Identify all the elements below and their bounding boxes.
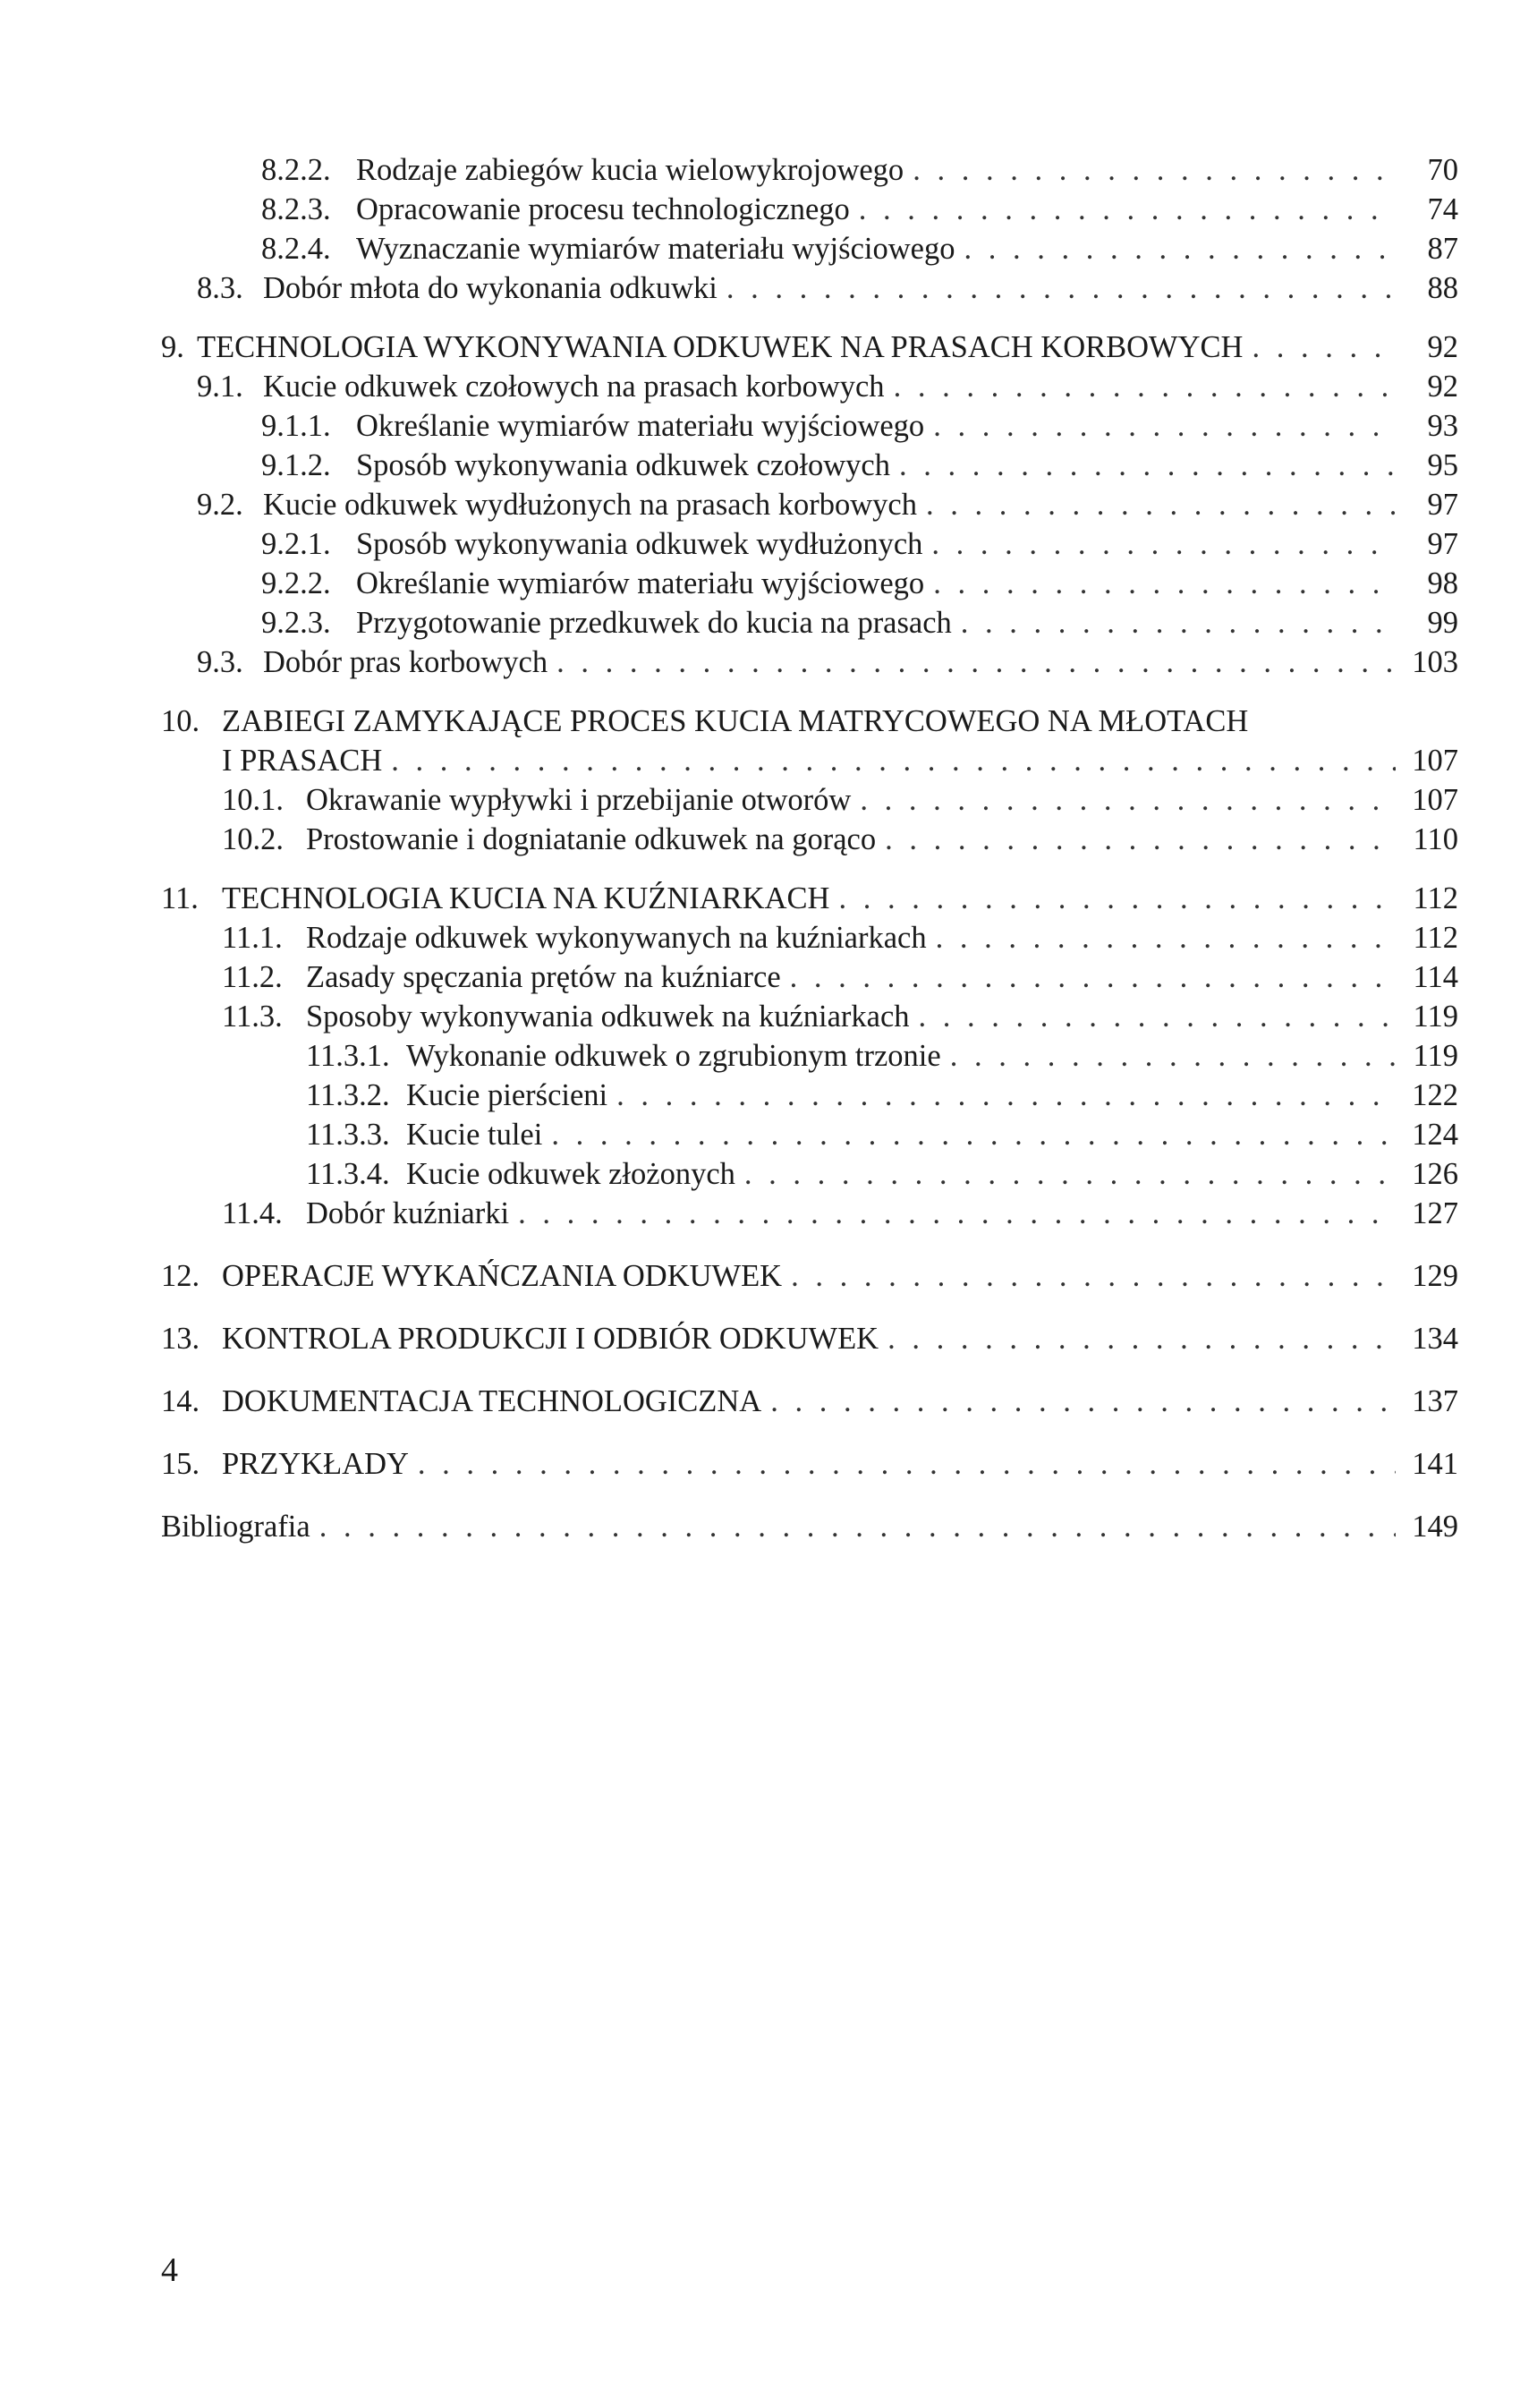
toc-number: 8.2.4. bbox=[261, 232, 331, 266]
toc-entry-11-3-1 bbox=[161, 1036, 1458, 1076]
toc-page: 134 bbox=[1412, 1322, 1458, 1356]
toc-entry-12 bbox=[161, 1256, 1458, 1296]
toc-title: Przygotowanie przedkuwek do kucia na prasach bbox=[356, 606, 952, 640]
toc-number: 9.1.1. bbox=[261, 409, 331, 443]
toc-entry-11-3 bbox=[161, 997, 1458, 1036]
toc-leader bbox=[791, 1256, 1396, 1296]
toc-title: Dobór młota do wykonania odkuwki bbox=[263, 271, 718, 305]
toc-number: 11. bbox=[161, 881, 199, 915]
toc-entry-11-3-3 bbox=[161, 1115, 1458, 1154]
toc-leader bbox=[961, 603, 1396, 642]
toc-number: 9.2.2. bbox=[261, 566, 331, 600]
toc-page: 92 bbox=[1427, 330, 1458, 364]
toc-page: 107 bbox=[1412, 783, 1458, 817]
toc-entry-11 bbox=[161, 879, 1458, 918]
toc-page: 99 bbox=[1427, 606, 1458, 640]
toc-leader bbox=[950, 1036, 1396, 1076]
toc-leader bbox=[913, 150, 1396, 190]
toc-page: 141 bbox=[1412, 1447, 1458, 1481]
toc-title: Sposób wykonywania odkuwek wydłużonych bbox=[356, 527, 923, 561]
toc-leader bbox=[899, 446, 1396, 485]
toc-leader bbox=[887, 1319, 1396, 1358]
toc-title: Rodzaje zabiegów kucia wielowykrojowego bbox=[356, 153, 904, 187]
toc-number: 11.1. bbox=[222, 921, 283, 955]
toc-page: 92 bbox=[1427, 370, 1458, 404]
toc-number: 9.2.3. bbox=[261, 606, 331, 640]
toc-leader bbox=[319, 1507, 1396, 1546]
toc-entry-10-2 bbox=[161, 820, 1458, 859]
toc-title: Kucie odkuwek złożonych bbox=[406, 1157, 735, 1191]
toc-page: 149 bbox=[1412, 1510, 1458, 1544]
toc-number: 9.2.1. bbox=[261, 527, 331, 561]
toc-entry-10-cont bbox=[161, 741, 1458, 780]
toc-leader bbox=[726, 268, 1396, 308]
toc-leader bbox=[931, 524, 1396, 564]
toc-title: PRZYKŁADY bbox=[222, 1447, 409, 1481]
toc-page: 114 bbox=[1413, 960, 1458, 994]
toc-number: 10. bbox=[161, 704, 200, 738]
toc-title-continued: I PRASACH bbox=[222, 744, 383, 778]
toc-page: 110 bbox=[1413, 822, 1458, 856]
toc-page: 119 bbox=[1413, 1039, 1458, 1073]
toc-entry-13 bbox=[161, 1319, 1458, 1358]
toc-page: 107 bbox=[1412, 744, 1458, 778]
toc-leader bbox=[518, 1194, 1396, 1233]
toc-page: 74 bbox=[1427, 192, 1458, 226]
toc-leader bbox=[860, 780, 1396, 820]
toc-page: 124 bbox=[1412, 1118, 1458, 1152]
toc-title: Kucie tulei bbox=[406, 1118, 543, 1152]
toc-leader bbox=[418, 1444, 1396, 1484]
toc-leader bbox=[838, 879, 1396, 918]
toc-entry-bibliography bbox=[161, 1507, 1458, 1546]
toc-number: 11.3.4. bbox=[306, 1157, 390, 1191]
toc-entry-11-2 bbox=[161, 957, 1458, 997]
toc-number: 8.3. bbox=[197, 271, 243, 305]
toc-page: 122 bbox=[1412, 1078, 1458, 1112]
toc-leader bbox=[790, 957, 1396, 997]
toc-title: Prostowanie i dogniatanie odkuwek na gorąco bbox=[306, 822, 877, 856]
toc-title: Rodzaje odkuwek wykonywanych na kuźniarkach bbox=[306, 921, 927, 955]
toc-leader bbox=[391, 741, 1396, 780]
toc-title: Określanie wymiarów materiału wyjściowego bbox=[356, 566, 925, 600]
toc-entry-9-1 bbox=[161, 367, 1458, 406]
toc-number: 11.3.3. bbox=[306, 1118, 390, 1152]
toc-page: 97 bbox=[1427, 488, 1458, 522]
toc-title: Opracowanie procesu technologicznego bbox=[356, 192, 850, 226]
toc-title: KONTROLA PRODUKCJI I ODBIÓR ODKUWEK bbox=[222, 1322, 879, 1356]
toc-title: Dobór kuźniarki bbox=[306, 1196, 510, 1230]
toc-title: TECHNOLOGIA WYKONYWANIA ODKUWEK NA PRASACH KORBOWYCH bbox=[197, 330, 1244, 364]
toc-entry-9-2-2 bbox=[161, 564, 1458, 603]
toc-number: 11.3.1. bbox=[306, 1039, 390, 1073]
toc-number: 9.3. bbox=[197, 645, 243, 679]
toc-page: 126 bbox=[1412, 1157, 1458, 1191]
toc-entry-9-2 bbox=[161, 485, 1458, 524]
toc-leader bbox=[933, 564, 1396, 603]
toc-leader bbox=[616, 1076, 1396, 1115]
toc-leader bbox=[926, 485, 1396, 524]
toc-entry-9-2-1 bbox=[161, 524, 1458, 564]
toc-title: DOKUMENTACJA TECHNOLOGICZNA bbox=[222, 1384, 762, 1418]
toc-number: 15. bbox=[161, 1447, 200, 1481]
toc-title: Wyznaczanie wymiarów materiału wyjściowego bbox=[356, 232, 955, 266]
toc-title: Kucie odkuwek wydłużonych na prasach korbowych bbox=[263, 488, 917, 522]
toc-title: Bibliografia bbox=[161, 1510, 310, 1544]
toc-leader bbox=[770, 1382, 1396, 1421]
toc-leader bbox=[744, 1154, 1396, 1194]
toc-entry-15 bbox=[161, 1444, 1458, 1484]
toc-entry-11-3-2 bbox=[161, 1076, 1458, 1115]
toc-entry-10-1 bbox=[161, 780, 1458, 820]
toc-leader bbox=[556, 642, 1396, 682]
toc-entry-8-2-3 bbox=[161, 190, 1458, 229]
toc-leader bbox=[936, 918, 1396, 957]
toc-page: 70 bbox=[1427, 153, 1458, 187]
toc-title: Kucie pierścieni bbox=[406, 1078, 608, 1112]
toc-page: 127 bbox=[1412, 1196, 1458, 1230]
toc-page: 112 bbox=[1413, 921, 1458, 955]
toc-title: Określanie wymiarów materiału wyjściowego bbox=[356, 409, 925, 443]
toc-number: 13. bbox=[161, 1322, 200, 1356]
toc-page: 137 bbox=[1412, 1384, 1458, 1418]
toc-leader bbox=[964, 229, 1396, 268]
toc-number: 9. bbox=[161, 330, 184, 364]
toc-entry-11-3-4 bbox=[161, 1154, 1458, 1194]
toc-page: 95 bbox=[1427, 448, 1458, 482]
toc-title: Kucie odkuwek czołowych na prasach korbowych bbox=[263, 370, 885, 404]
toc-number: 9.2. bbox=[197, 488, 243, 522]
toc-entry-11-1 bbox=[161, 918, 1458, 957]
toc-number: 8.2.2. bbox=[261, 153, 331, 187]
toc-leader bbox=[1252, 328, 1396, 367]
toc-entry-9-1-2 bbox=[161, 446, 1458, 485]
page-number: 4 bbox=[161, 2251, 178, 2289]
toc-number: 11.2. bbox=[222, 960, 283, 994]
toc-entry-8-3 bbox=[161, 268, 1458, 308]
toc-title: Sposoby wykonywania odkuwek na kuźniarkach bbox=[306, 1000, 910, 1034]
toc-title: Dobór pras korbowych bbox=[263, 645, 548, 679]
toc-entry-8-2-2 bbox=[161, 150, 1458, 190]
toc-title: OPERACJE WYKAŃCZANIA ODKUWEK bbox=[222, 1259, 783, 1293]
toc-title: Wykonanie odkuwek o zgrubionym trzonie bbox=[406, 1039, 941, 1073]
toc-title: Zasady spęczania prętów na kuźniarce bbox=[306, 960, 781, 994]
toc-title: Okrawanie wypływki i przebijanie otworów bbox=[306, 783, 852, 817]
toc-leader bbox=[551, 1115, 1396, 1154]
toc-leader bbox=[885, 820, 1396, 859]
toc-page: 112 bbox=[1413, 881, 1458, 915]
toc-entry-9-3 bbox=[161, 642, 1458, 682]
toc-entry-9-1-1 bbox=[161, 406, 1458, 446]
toc-number: 9.1. bbox=[197, 370, 243, 404]
toc-leader bbox=[859, 190, 1396, 229]
toc-page: 103 bbox=[1412, 645, 1458, 679]
toc-title: Sposób wykonywania odkuwek czołowych bbox=[356, 448, 890, 482]
toc-page: 98 bbox=[1427, 566, 1458, 600]
toc-number: 10.1. bbox=[222, 783, 284, 817]
toc-number: 11.3. bbox=[222, 1000, 283, 1034]
toc-entry-8-2-4 bbox=[161, 229, 1458, 268]
toc-title: ZABIEGI ZAMYKAJĄCE PROCES KUCIA MATRYCOWEGO NA MŁOTACH bbox=[222, 704, 1249, 738]
toc-leader bbox=[919, 997, 1396, 1036]
toc-page: 119 bbox=[1413, 1000, 1458, 1034]
toc-number: 11.4. bbox=[222, 1196, 283, 1230]
toc-leader bbox=[894, 367, 1396, 406]
toc-page: 93 bbox=[1427, 409, 1458, 443]
toc-title: TECHNOLOGIA KUCIA NA KUŹNIARKACH bbox=[222, 881, 830, 915]
toc-entry-14 bbox=[161, 1382, 1458, 1421]
toc-leader bbox=[933, 406, 1396, 446]
toc-page: 129 bbox=[1412, 1259, 1458, 1293]
toc-number: 14. bbox=[161, 1384, 200, 1418]
toc-entry-11-4 bbox=[161, 1194, 1458, 1233]
toc-number: 11.3.2. bbox=[306, 1078, 390, 1112]
toc-entry-9-2-3 bbox=[161, 603, 1458, 642]
toc-page: 97 bbox=[1427, 527, 1458, 561]
toc-number: 8.2.3. bbox=[261, 192, 331, 226]
toc-number: 10.2. bbox=[222, 822, 284, 856]
toc-entry-10 bbox=[161, 702, 1458, 741]
toc-page: 88 bbox=[1427, 271, 1458, 305]
toc-page: 87 bbox=[1427, 232, 1458, 266]
toc-entry-9 bbox=[161, 328, 1458, 367]
toc-number: 9.1.2. bbox=[261, 448, 331, 482]
toc-number: 12. bbox=[161, 1259, 200, 1293]
